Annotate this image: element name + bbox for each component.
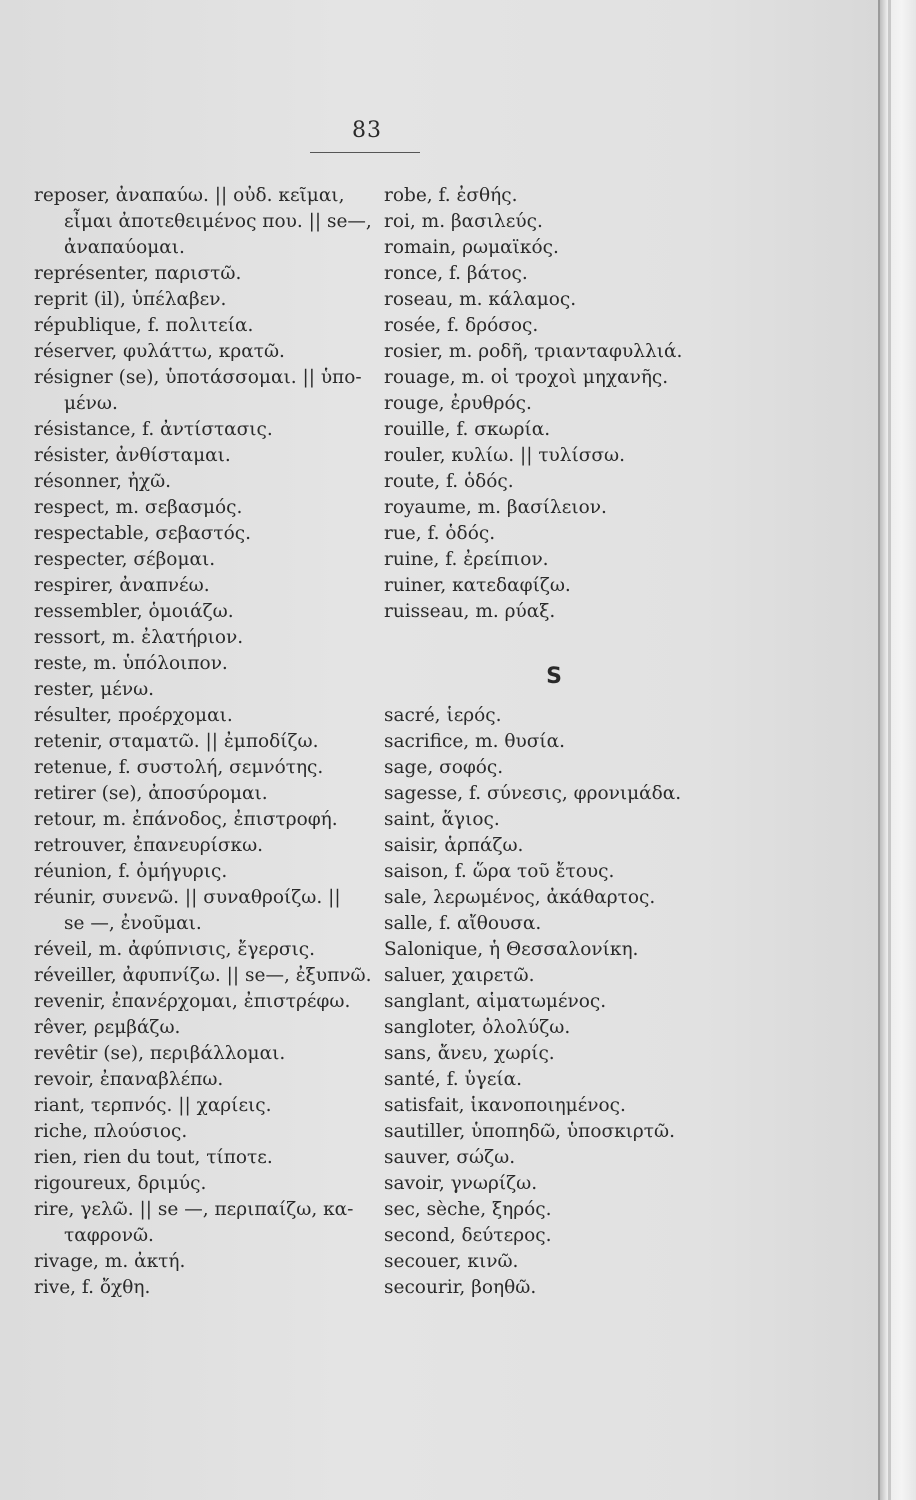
dictionary-entry: reste, m. ὑπόλοιπον. bbox=[34, 653, 228, 674]
dictionary-entry: retrouver, ἐπανευρίσκω. bbox=[34, 835, 264, 856]
dictionary-entry: route, f. ὁδός. bbox=[384, 471, 514, 492]
dictionary-entry: se —, ἐνοῦμαι. bbox=[64, 913, 202, 934]
dictionary-entry: secourir, βοηθῶ. bbox=[384, 1277, 537, 1298]
dictionary-entry: respirer, ἀναπνέω. bbox=[34, 575, 210, 596]
dictionary-entry: revoir, ἐπαναβλέπω. bbox=[34, 1069, 224, 1090]
dictionary-entry: respectable, σεβαστός. bbox=[34, 523, 252, 544]
dictionary-entry: romain, ρωμαϊκός. bbox=[384, 237, 559, 258]
dictionary-entry: résistance, f. ἀντίστασις. bbox=[34, 419, 273, 440]
page-number: 83 bbox=[352, 118, 382, 143]
dictionary-entry: réunir, συνενῶ. || συναθροίζω. || bbox=[34, 887, 341, 908]
dictionary-entry: sagesse, f. σύνεσις, φρονιμάδα. bbox=[384, 783, 682, 804]
section-letter: S bbox=[546, 664, 562, 689]
dictionary-entry: rien, rien du tout, τίποτε. bbox=[34, 1147, 273, 1168]
dictionary-entry: robe, f. ἐσθής. bbox=[384, 185, 518, 206]
dictionary-entry: μένω. bbox=[64, 393, 118, 414]
dictionary-entry: εἶμαι ἀποτεθειμένος που. || se—, bbox=[64, 211, 372, 232]
dictionary-entry: sale, λερωμένος, ἀκάθαρτος. bbox=[384, 887, 656, 908]
dictionary-entry: rivage, m. ἀκτή. bbox=[34, 1251, 186, 1272]
dictionary-entry: revenir, ἐπανέρχομαι, ἐπιστρέφω. bbox=[34, 991, 351, 1012]
right-column-s-entries bbox=[384, 703, 714, 1301]
dictionary-entry: retour, m. ἐπάνοδος, ἐπιστροφή. bbox=[34, 809, 338, 830]
section-gap bbox=[384, 625, 714, 651]
dictionary-entry: ἀναπαύομαι. bbox=[64, 237, 185, 258]
dictionary-entry: saison, f. ὥρα τοῦ ἔτους. bbox=[384, 861, 615, 882]
dictionary-entry: Salonique, ἡ Θεσσαλονίκη. bbox=[384, 939, 639, 960]
dictionary-entry: réserver, φυλάττω, κρατῶ. bbox=[34, 341, 285, 362]
dictionary-entry: république, f. πολιτεία. bbox=[34, 315, 254, 336]
dictionary-entry: saint, ἅγιος. bbox=[384, 809, 500, 830]
dictionary-entry: roseau, m. κάλαμος. bbox=[384, 289, 577, 310]
header-rule bbox=[310, 152, 420, 153]
dictionary-entry: ruine, f. ἐρείπιον. bbox=[384, 549, 549, 570]
dictionary-entry: rouler, κυλίω. || τυλίσσω. bbox=[384, 445, 625, 466]
right-column-r-entries bbox=[384, 183, 714, 625]
dictionary-entry: rouage, m. οἱ τροχοὶ μηχανῆς. bbox=[384, 367, 669, 388]
dictionary-entry: sec, sèche, ξηρός. bbox=[384, 1199, 552, 1220]
dictionary-entry: rigoureux, δριμύς. bbox=[34, 1173, 207, 1194]
dictionary-entry: respecter, σέβομαι. bbox=[34, 549, 216, 570]
dictionary-entry: retenue, f. συστολή, σεμνότης. bbox=[34, 757, 324, 778]
dictionary-entry: saluer, χαιρετῶ. bbox=[384, 965, 535, 986]
dictionary-entry: ronce, f. βάτος. bbox=[384, 263, 528, 284]
dictionary-entry: ruiner, κατεδαφίζω. bbox=[384, 575, 571, 596]
dictionary-entry: représenter, παριστῶ. bbox=[34, 263, 242, 284]
dictionary-entry: roi, m. βασιλεύς. bbox=[384, 211, 543, 232]
dictionary-entry: sautiller, ὑποπηδῶ, ὑποσκιρτῶ. bbox=[384, 1121, 675, 1142]
dictionary-entry: résigner (se), ὑποτάσσομαι. || ὑπο- bbox=[34, 367, 362, 388]
dictionary-entry: rire, γελῶ. || se —, περιπαίζω, κα- bbox=[34, 1199, 354, 1220]
right-column bbox=[384, 183, 714, 1301]
dictionary-entry: reposer, ἀναπαύω. || οὐδ. κεῖμαι, bbox=[34, 185, 345, 206]
dictionary-entry: résister, ἀνθίσταμαι. bbox=[34, 445, 231, 466]
dictionary-entry: sangloter, ὀλολύζω. bbox=[384, 1017, 571, 1038]
page-edge bbox=[878, 0, 916, 1500]
dictionary-entry: salle, f. αἴθουσα. bbox=[384, 913, 542, 934]
dictionary-entry: rosée, f. δρόσος. bbox=[384, 315, 539, 336]
dictionary-entry: résulter, προέρχομαι. bbox=[34, 705, 233, 726]
left-column bbox=[34, 183, 372, 1301]
dictionary-entry: reprit (il), ὑπέλαβεν. bbox=[34, 289, 227, 310]
dictionary-entry: sans, ἄνευ, χωρίς. bbox=[384, 1043, 555, 1064]
dictionary-entry: réveil, m. ἀφύπνισις, ἔγερσις. bbox=[34, 939, 316, 960]
dictionary-entry: riant, τερπνός. || χαρίεις. bbox=[34, 1095, 272, 1116]
dictionary-entry: réveiller, ἀφυπνίζω. || se—, ἐξυπνῶ. bbox=[34, 965, 372, 986]
dictionary-entry: satisfait, ἱκανοποιημένος. bbox=[384, 1095, 626, 1116]
dictionary-entry: réunion, f. ὁμήγυρις. bbox=[34, 861, 228, 882]
dictionary-entry: ταφρονῶ. bbox=[64, 1225, 154, 1246]
dictionary-entry: sanglant, αἱματωμένος. bbox=[384, 991, 607, 1012]
dictionary-entry: riche, πλούσιος. bbox=[34, 1121, 188, 1142]
dictionary-entry: ressembler, ὁμοιάζω. bbox=[34, 601, 234, 622]
dictionary-entry: revêtir (se), περιβάλλομαι. bbox=[34, 1043, 286, 1064]
dictionary-entry: respect, m. σεβασμός. bbox=[34, 497, 243, 518]
dictionary-entry: sacré, ἱερός. bbox=[384, 705, 502, 726]
dictionary-entry: rouille, f. σκωρία. bbox=[384, 419, 551, 440]
dictionary-entry: rouge, ἐρυθρός. bbox=[384, 393, 532, 414]
dictionary-entry: retirer (se), ἀποσύρομαι. bbox=[34, 783, 268, 804]
dictionary-entry: second, δεύτερος. bbox=[384, 1225, 552, 1246]
dictionary-entry: rêver, ρεμβάζω. bbox=[34, 1017, 181, 1038]
dictionary-entry: santé, f. ὑγεία. bbox=[384, 1069, 523, 1090]
dictionary-entry: rue, f. ὁδός. bbox=[384, 523, 496, 544]
dictionary-entry: rester, μένω. bbox=[34, 679, 155, 700]
dictionary-entry: saisir, ἁρπάζω. bbox=[384, 835, 524, 856]
dictionary-entry: résonner, ἠχῶ. bbox=[34, 471, 172, 492]
dictionary-entry: ruisseau, m. ρύαξ. bbox=[384, 601, 556, 622]
dictionary-entry: retenir, σταματῶ. || ἐμποδίζω. bbox=[34, 731, 319, 752]
dictionary-entry: rosier, m. ροδῆ, τριανταφυλλιά. bbox=[384, 341, 683, 362]
dictionary-entry: royaume, m. βασίλειον. bbox=[384, 497, 607, 518]
dictionary-entry: savoir, γνωρίζω. bbox=[384, 1173, 538, 1194]
dictionary-entry: rive, f. ὄχθη. bbox=[34, 1277, 151, 1298]
dictionary-entry: sage, σοφός. bbox=[384, 757, 504, 778]
dictionary-entry: sacrifice, m. θυσία. bbox=[384, 731, 565, 752]
dictionary-entry: ressort, m. ἐλατήριον. bbox=[34, 627, 244, 648]
dictionary-entry: sauver, σώζω. bbox=[384, 1147, 516, 1168]
dictionary-entry: secouer, κινῶ. bbox=[384, 1251, 519, 1272]
